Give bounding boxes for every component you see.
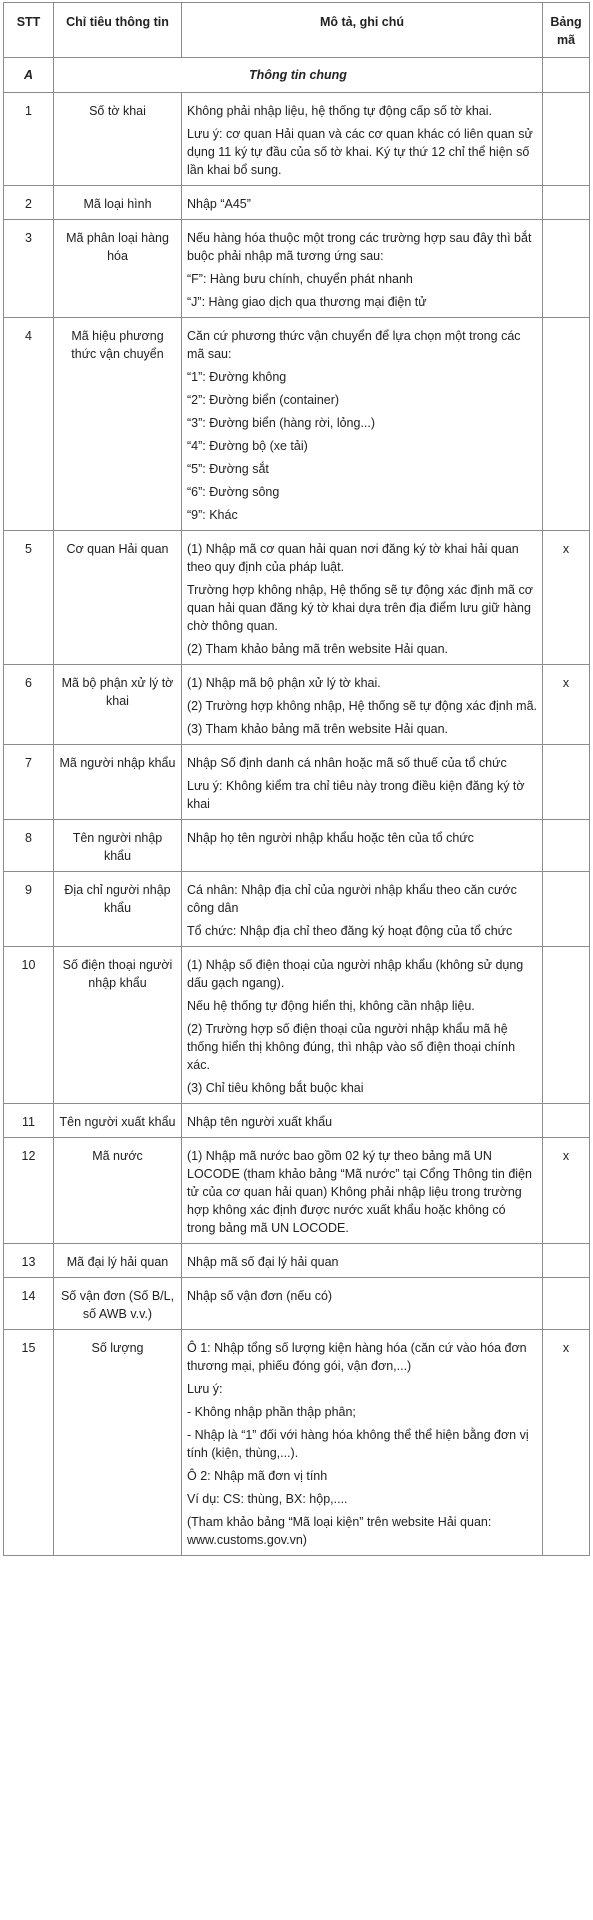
description-line: Cá nhân: Nhập địa chỉ của người nhập khẩu theo căn cước công dân (187, 883, 517, 915)
description-line: Nhập Số định danh cá nhân hoặc mã số thuế của tổ chức (187, 756, 507, 770)
description-line: Ô 1: Nhập tổng số lượng kiện hàng hóa (căn cứ vào hóa đơn thương mại, phiếu đóng gói, vận đơn,...) (187, 1341, 527, 1373)
row-description (182, 93, 543, 186)
description-line: (2) Trường hợp số điện thoại của người nhập khẩu mã hệ thống hiển thị không đúng, thì nhập vào số điện thoại chính xác. (187, 1022, 516, 1072)
description-line: Nhập tên người xuất khẩu (187, 1115, 333, 1129)
row-code-mark (543, 872, 590, 947)
row-code-mark: x (543, 665, 590, 745)
row-code-mark: x (543, 1330, 590, 1556)
row-code-mark (543, 1278, 590, 1330)
row-field-name: Số điện thoại người nhập khẩu (54, 947, 182, 1104)
table-row (4, 531, 590, 665)
row-stt: 10 (4, 947, 54, 1104)
row-description (182, 947, 543, 1104)
row-description (182, 1244, 543, 1278)
description-line: (2) Trường hợp không nhập, Hệ thống sẽ tự động xác định mã. (187, 699, 537, 713)
row-description (182, 745, 543, 820)
row-code-mark (543, 318, 590, 531)
row-stt: 12 (4, 1138, 54, 1244)
row-code-mark (543, 745, 590, 820)
description-line: Trường hợp không nhập, Hệ thống sẽ tự động xác định mã cơ quan hải quan đăng ký tờ khai dựa trên địa điểm lưu giữ hàng chờ thông quan. (187, 583, 533, 633)
row-field-name: Mã phân loại hàng hóa (54, 220, 182, 318)
description-line: (1) Nhập mã bộ phận xử lý tờ khai. (187, 676, 381, 690)
row-code-mark (543, 186, 590, 220)
description-line: (1) Nhập mã cơ quan hải quan nơi đăng ký tờ khai hải quan theo quy định của pháp luật. (187, 542, 519, 574)
row-field-name: Mã người nhập khẩu (54, 745, 182, 820)
table-row (4, 872, 590, 947)
description-line: Lưu ý: Không kiểm tra chỉ tiêu này trong điều kiện đăng ký tờ khai (187, 779, 525, 811)
row-stt: 8 (4, 820, 54, 872)
row-stt: 7 (4, 745, 54, 820)
customs-declaration-table (3, 2, 590, 1556)
description-line: (1) Nhập số điện thoại của người nhập khẩu (không sử dụng dấu gạch ngang). (187, 958, 524, 990)
row-stt: 11 (4, 1104, 54, 1138)
header-code: Bảng mã (543, 3, 590, 58)
row-description (182, 665, 543, 745)
description-line: Ô 2: Nhập mã đơn vị tính (187, 1469, 328, 1483)
table-row (4, 93, 590, 186)
section-code-cell (543, 58, 590, 93)
row-code-mark (543, 1104, 590, 1138)
section-title: Thông tin chung (54, 58, 543, 93)
row-description (182, 1278, 543, 1330)
row-code-mark (543, 220, 590, 318)
row-stt: 13 (4, 1244, 54, 1278)
description-line: Nhập “A45” (187, 197, 251, 211)
row-field-name: Số lượng (54, 1330, 182, 1556)
description-line: (1) Nhập mã nước bao gồm 02 ký tự theo bảng mã UN LOCODE (tham khảo bảng “Mã nước” tại Cổng Thông tin điện tử của cơ quan hải quan) Không phải nhập liệu trong trường hợp không xác định được nước xuất khẩu hoặc không có trong bảng mã UN LOCODE. (187, 1149, 532, 1235)
row-field-name: Mã hiệu phương thức vận chuyển (54, 318, 182, 531)
row-description (182, 1330, 543, 1556)
table-row (4, 745, 590, 820)
row-code-mark (543, 820, 590, 872)
description-line: Lưu ý: (187, 1382, 223, 1396)
table-row (4, 1244, 590, 1278)
description-line: Nếu hàng hóa thuộc một trong các trường hợp sau đây thì bắt buộc phải nhập mã tương ứng sau: (187, 231, 532, 263)
row-description (182, 186, 543, 220)
description-line: Nhập mã số đại lý hải quan (187, 1255, 339, 1269)
row-code-mark: x (543, 1138, 590, 1244)
row-field-name: Mã nước (54, 1138, 182, 1244)
description-line: “4”: Đường bộ (xe tải) (187, 439, 308, 453)
row-description (182, 820, 543, 872)
header-name: Chỉ tiêu thông tin (54, 3, 182, 58)
row-stt: 9 (4, 872, 54, 947)
table-row (4, 820, 590, 872)
description-line: “F”: Hàng bưu chính, chuyển phát nhanh (187, 272, 413, 286)
header-stt: STT (4, 3, 54, 58)
description-line: (3) Chỉ tiêu không bắt buộc khai (187, 1081, 364, 1095)
description-line: (2) Tham khảo bảng mã trên website Hải quan. (187, 642, 449, 656)
row-field-name: Mã bộ phận xử lý tờ khai (54, 665, 182, 745)
row-field-name: Mã loại hình (54, 186, 182, 220)
row-stt: 2 (4, 186, 54, 220)
row-stt: 4 (4, 318, 54, 531)
description-line: Không phải nhập liệu, hệ thống tự động cấp số tờ khai. (187, 104, 492, 118)
row-code-mark (543, 93, 590, 186)
description-line: Lưu ý: cơ quan Hải quan và các cơ quan khác có liên quan sử dụng 11 ký tự đầu của số tờ khai. Ký tự thứ 12 chỉ thể hiện số lần khai bổ sung. (187, 127, 533, 177)
table-row (4, 220, 590, 318)
description-line: Tổ chức: Nhập địa chỉ theo đăng ký hoạt động của tổ chức (187, 924, 513, 938)
row-field-name: Mã đại lý hải quan (54, 1244, 182, 1278)
row-stt: 3 (4, 220, 54, 318)
row-field-name: Địa chỉ người nhập khẩu (54, 872, 182, 947)
row-code-mark (543, 1244, 590, 1278)
section-row (4, 58, 590, 93)
table-row (4, 186, 590, 220)
row-field-name: Cơ quan Hải quan (54, 531, 182, 665)
description-line: Ví dụ: CS: thùng, BX: hộp,.... (187, 1492, 348, 1506)
row-description (182, 1138, 543, 1244)
row-field-name: Số vận đơn (Số B/L, số AWB v.v.) (54, 1278, 182, 1330)
description-line: “9”: Khác (187, 508, 238, 522)
description-line: “1”: Đường không (187, 370, 287, 384)
row-code-mark: x (543, 531, 590, 665)
description-line: “2”: Đường biển (container) (187, 393, 340, 407)
row-stt: 5 (4, 531, 54, 665)
row-stt: 14 (4, 1278, 54, 1330)
description-line: - Không nhập phần thập phân; (187, 1405, 356, 1419)
row-description (182, 1104, 543, 1138)
row-stt: 15 (4, 1330, 54, 1556)
description-line: Nhập họ tên người nhập khẩu hoặc tên của tổ chức (187, 831, 474, 845)
description-line: - Nhập là “1” đối với hàng hóa không thể thể hiện bằng đơn vị tính (kiện, thùng,...). (187, 1428, 529, 1460)
table-row (4, 1104, 590, 1138)
description-line: Căn cứ phương thức vận chuyển để lựa chọn một trong các mã sau: (187, 329, 521, 361)
table-row (4, 947, 590, 1104)
table-row (4, 318, 590, 531)
header-desc: Mô tả, ghi chú (182, 3, 543, 58)
row-field-name: Tên người nhập khẩu (54, 820, 182, 872)
description-line: “6”: Đường sông (187, 485, 280, 499)
description-line: Nhập số vận đơn (nếu có) (187, 1289, 333, 1303)
description-line: (Tham khảo bảng “Mã loại kiện” trên website Hải quan: www.customs.gov.vn) (187, 1515, 492, 1547)
table-row (4, 1138, 590, 1244)
row-stt: 6 (4, 665, 54, 745)
description-line: “3”: Đường biển (hàng rời, lỏng...) (187, 416, 376, 430)
row-description (182, 872, 543, 947)
description-line: (3) Tham khảo bảng mã trên website Hải quan. (187, 722, 449, 736)
row-description (182, 531, 543, 665)
row-code-mark (543, 947, 590, 1104)
description-line: “J”: Hàng giao dịch qua thương mại điện tử (187, 295, 427, 309)
header-row (4, 3, 590, 58)
description-line: “5”: Đường sắt (187, 462, 269, 476)
table-row (4, 1278, 590, 1330)
table-row (4, 1330, 590, 1556)
description-line: Nếu hệ thống tự động hiển thị, không cần nhập liệu. (187, 999, 475, 1013)
row-field-name: Tên người xuất khẩu (54, 1104, 182, 1138)
row-field-name: Số tờ khai (54, 93, 182, 186)
section-label: A (4, 58, 54, 93)
table-row (4, 665, 590, 745)
row-description (182, 318, 543, 531)
row-stt: 1 (4, 93, 54, 186)
row-description (182, 220, 543, 318)
